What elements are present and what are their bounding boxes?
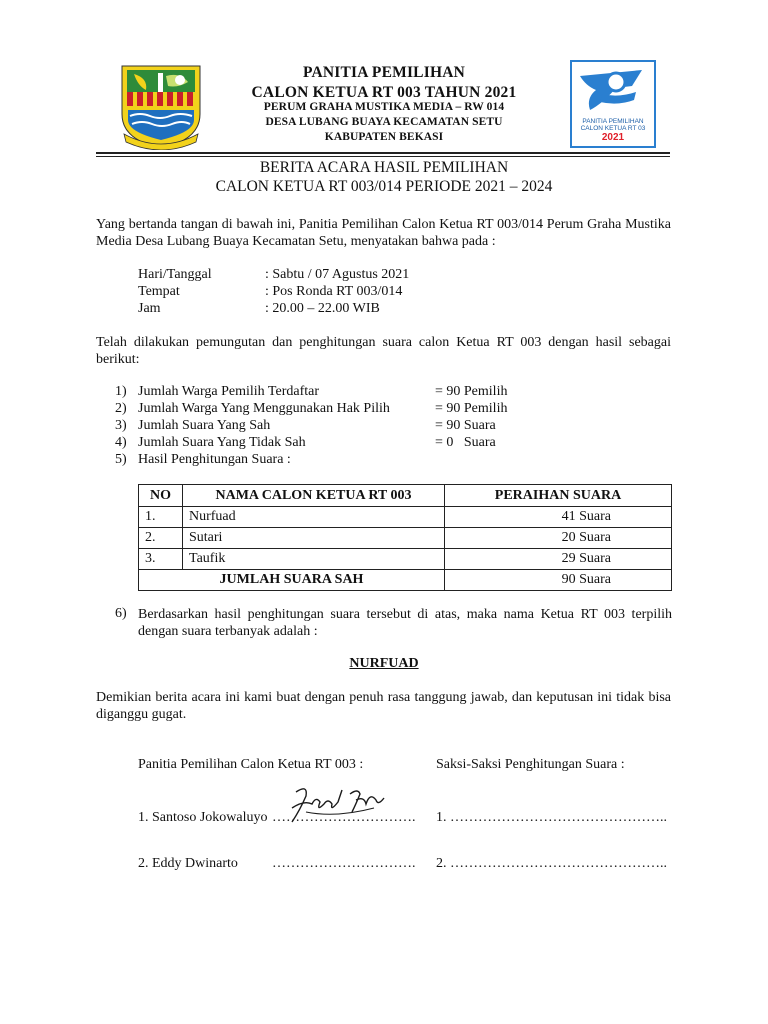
panitia-signer-1: 1. Santoso Jokowaluyo: [138, 810, 268, 825]
intro-paragraph: Yang bertanda tangan di bawah ini, Panitia Pemilihan Calon Ketua RT 003/014 Perum Graha Mustika Media Desa Lubang Buaya Kecamatan Setu, menyatakan bahwa pada :: [96, 217, 671, 249]
table-cell-name: Nurfuad: [183, 507, 445, 528]
table-cell-votes: 41 Suara: [445, 507, 672, 528]
item-number: 3): [115, 418, 127, 433]
header-address-line1: PERUM GRAHA MUSTIKA MEDIA – RW 014: [263, 101, 505, 113]
panitia-heading: Panitia Pemilihan Calon Ketua RT 003 :: [138, 757, 364, 772]
item-text: Jumlah Suara Yang Sah: [138, 418, 271, 433]
detail-value-place: : Pos Ronda RT 003/014: [265, 284, 403, 299]
logo-right-year: 2021: [601, 132, 625, 143]
item-text: Jumlah Warga Yang Menggunakan Hak Pilih: [138, 401, 390, 416]
table-header-name: NAMA CALON KETUA RT 003: [183, 485, 445, 507]
item-value: = 0 Suara: [435, 435, 496, 450]
item-number: 4): [115, 435, 127, 450]
vote-results-table: [138, 484, 672, 591]
item-value: = 90 Suara: [435, 418, 496, 433]
detail-label-place: Tempat: [138, 284, 180, 299]
item-number: 6): [115, 606, 127, 621]
item-text: Hasil Penghitungan Suara :: [138, 452, 291, 467]
handwritten-signature: [286, 782, 390, 828]
header-divider-thick: [96, 152, 670, 154]
header-org-name: PANITIA PEMILIHAN: [302, 64, 465, 81]
detail-label-time: Jam: [138, 301, 161, 316]
header-address-line2: DESA LUBANG BUAYA KECAMATAN SETU: [265, 116, 503, 128]
table-cell-no: 3.: [139, 549, 183, 570]
panitia-dots-1: ………………………….: [272, 810, 416, 825]
table-row: [139, 528, 672, 549]
table-cell-no: 1.: [139, 507, 183, 528]
saksi-line-2: 2. ………………………………………..: [436, 856, 667, 871]
table-cell-name: Taufik: [183, 549, 445, 570]
header-election-title: CALON KETUA RT 003 TAHUN 2021: [251, 84, 517, 101]
table-total-value: 90 Suara: [445, 570, 672, 591]
table-total-row: [139, 570, 672, 591]
table-header-votes: PERAIHAN SUARA: [445, 485, 672, 507]
logo-right-text2: CALON KETUA RT 03: [580, 125, 646, 132]
detail-value-time: : 20.00 – 22.00 WIB: [265, 301, 380, 316]
detail-label-date: Hari/Tanggal: [138, 267, 212, 282]
item-value: = 90 Pemilih: [435, 384, 508, 399]
item6-text: Berdasarkan hasil penghitungan suara tersebut di atas, maka nama Ketua RT 003 terpilih dengan suara terbanyak adalah :: [138, 607, 672, 639]
document-title-line2: CALON KETUA RT 003/014 PERIODE 2021 – 2024: [215, 178, 553, 195]
table-cell-no: 2.: [139, 528, 183, 549]
winner-name: NURFUAD: [349, 656, 419, 671]
item-text: Jumlah Suara Yang Tidak Sah: [138, 435, 306, 450]
header-divider-thin: [96, 156, 670, 157]
panitia-dots-2: ………………………….: [272, 856, 416, 871]
item-text: Jumlah Warga Pemilih Terdaftar: [138, 384, 320, 399]
detail-value-date: : Sabtu / 07 Agustus 2021: [265, 267, 410, 282]
table-header-row: [139, 485, 672, 507]
saksi-heading: Saksi-Saksi Penghitungan Suara :: [436, 757, 625, 772]
table-row: [139, 507, 672, 528]
logo-right-text1: PANITIA PEMILIHAN: [582, 118, 644, 125]
saksi-line-1: 1. ………………………………………..: [436, 810, 667, 825]
panitia-signer-2: 2. Eddy Dwinarto: [138, 856, 238, 871]
table-header-no: NO: [139, 485, 183, 507]
document-title-line1: BERITA ACARA HASIL PEMILIHAN: [259, 159, 509, 176]
item-number: 5): [115, 452, 127, 467]
item-value: = 90 Pemilih: [435, 401, 508, 416]
item-number: 2): [115, 401, 127, 416]
item-number: 1): [115, 384, 127, 399]
table-cell-votes: 20 Suara: [445, 528, 672, 549]
closing-paragraph: Demikian berita acara ini kami buat dengan penuh rasa tanggung jawab, dan keputusan ini tidak bisa diganggu gugat.: [96, 690, 671, 722]
election-committee-logo: [570, 60, 656, 148]
statement-paragraph: Telah dilakukan pemungutan dan penghitungan suara calon Ketua RT 003 dengan hasil sebagai berikut:: [96, 335, 671, 367]
table-row: [139, 549, 672, 570]
table-cell-name: Sutari: [183, 528, 445, 549]
table-cell-votes: 29 Suara: [445, 549, 672, 570]
table-total-label: JUMLAH SUARA SAH: [139, 570, 445, 591]
header-address-line3: KABUPATEN BEKASI: [324, 131, 444, 143]
